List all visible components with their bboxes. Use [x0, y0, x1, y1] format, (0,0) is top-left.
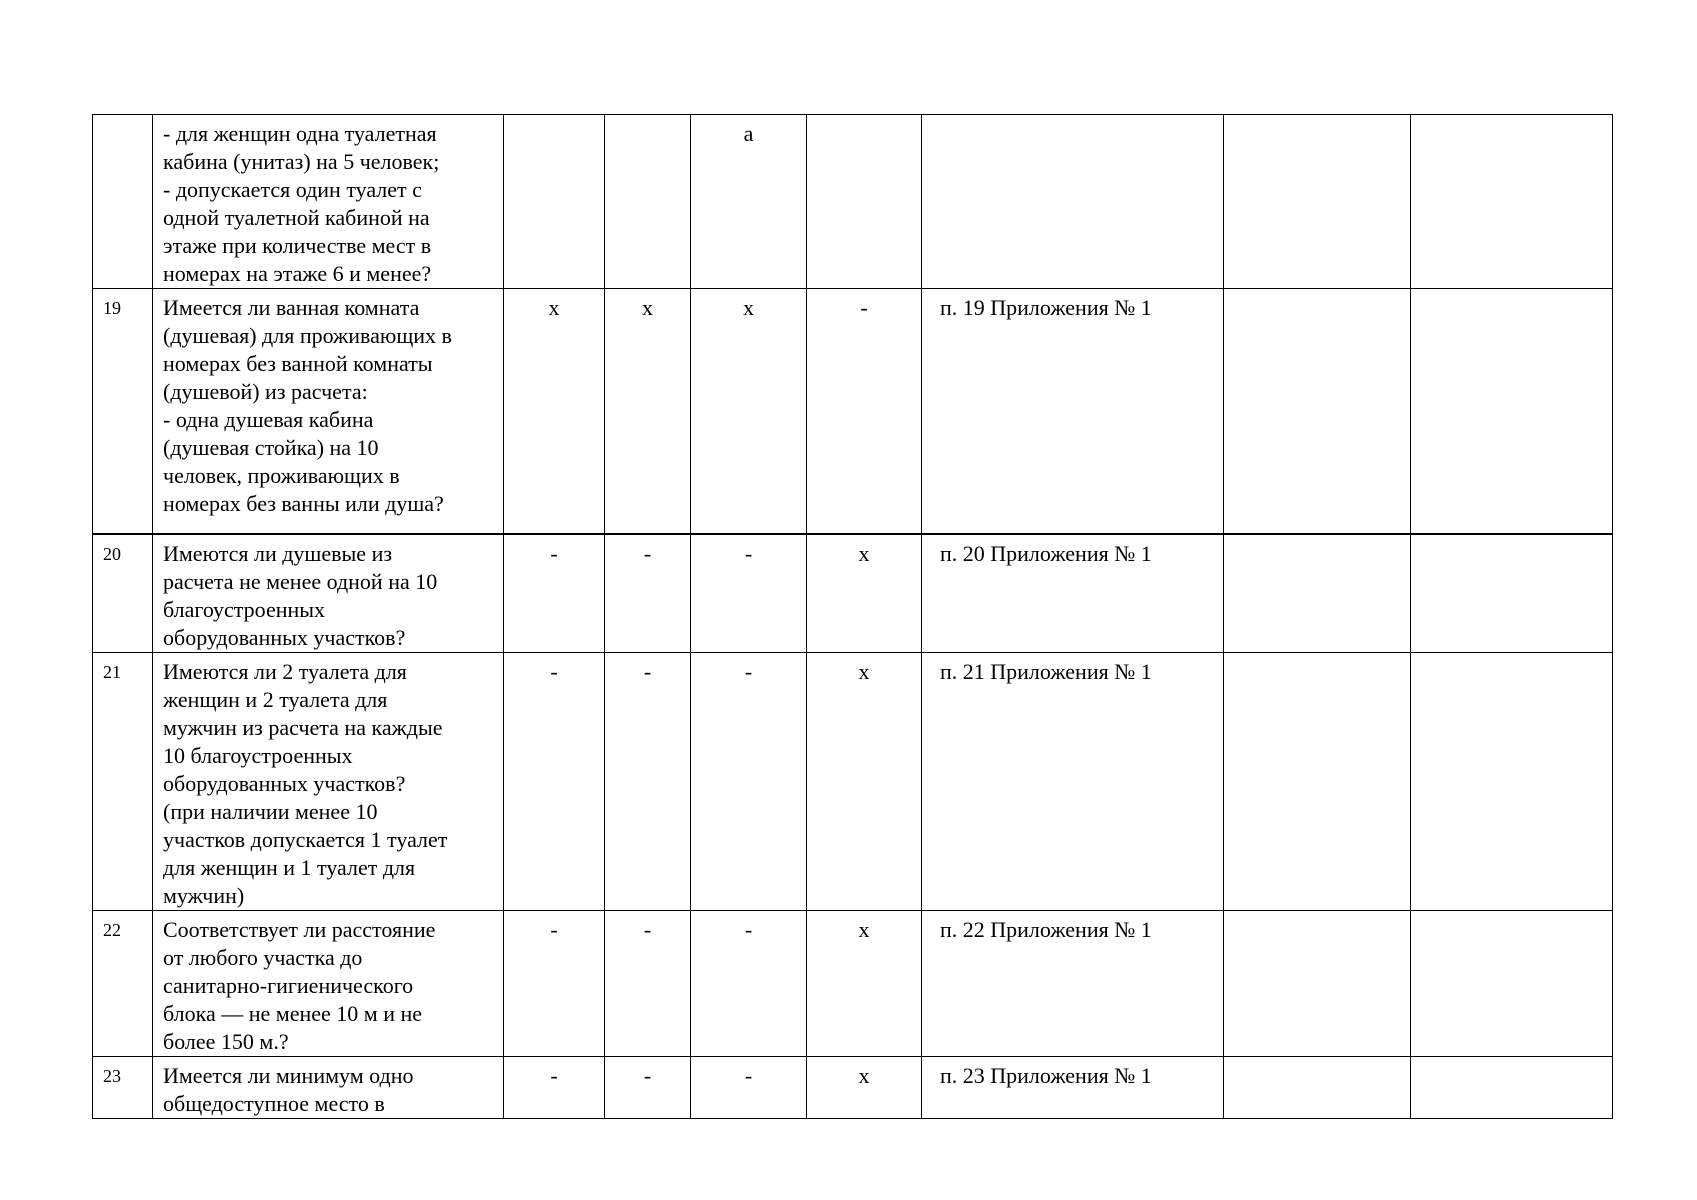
mark-cell-3: [691, 289, 807, 534]
reference-text: п. 20 Приложения № 1: [940, 540, 1152, 566]
mark-4: х: [858, 1062, 870, 1088]
empty-cell-2: [1411, 652, 1613, 910]
row-number-cell: [93, 534, 153, 653]
table-row: [93, 534, 1613, 653]
question-cell: [153, 1056, 504, 1118]
empty-cell-1: [1224, 289, 1411, 534]
mark-cell-2: [605, 289, 691, 534]
mark-cell-4: [807, 910, 922, 1056]
mark-4: х: [858, 540, 870, 566]
mark-cell-2: [605, 652, 691, 910]
mark-2: х: [642, 295, 653, 320]
table-row: [93, 652, 1613, 910]
reference-cell: [922, 115, 1224, 289]
mark-3: -: [744, 1062, 753, 1088]
reference-cell: [922, 652, 1224, 910]
reference-cell: [922, 289, 1224, 534]
mark-3: -: [744, 658, 753, 684]
mark-cell-3: [691, 910, 807, 1056]
question-cell: [153, 115, 504, 289]
mark-3: -: [744, 540, 753, 566]
row-number-cell: [93, 652, 153, 910]
mark-1: -: [550, 1062, 558, 1088]
mark-4: х: [858, 658, 870, 684]
table-row: [93, 1056, 1613, 1118]
question-cell: [153, 289, 504, 534]
empty-cell-2: [1411, 910, 1613, 1056]
row-number-cell: [93, 115, 153, 289]
mark-cell-1: [504, 534, 605, 653]
mark-4: -: [860, 295, 868, 320]
empty-cell-2: [1411, 115, 1613, 289]
mark-cell-1: [504, 910, 605, 1056]
empty-cell-2: [1411, 289, 1613, 534]
empty-cell-1: [1224, 652, 1411, 910]
mark-cell-4: [807, 534, 922, 653]
mark-2: -: [643, 1062, 652, 1088]
reference-text: [922, 115, 1223, 120]
mark-cell-1: [504, 1056, 605, 1118]
mark-4: [807, 115, 921, 120]
mark-cell-2: [605, 115, 691, 289]
question-text: - для женщин одна туалетная кабина (унитаз) на 5 человек; - допускается один туалет с одной туалетной кабиной на этаже при количестве мест в номерах на этаже 6 и менее?: [163, 121, 440, 286]
mark-cell-2: [605, 1056, 691, 1118]
row-number: 19: [103, 298, 121, 318]
mark-cell-2: [605, 534, 691, 653]
mark-cell-2: [605, 910, 691, 1056]
mark-1: х: [548, 295, 560, 320]
question-text: Соответствует ли расстояние от любого участка до санитарно-гигиенического блока — не менее 10 м и не более 150 м.?: [163, 916, 436, 1054]
table-row: [93, 289, 1613, 534]
checklist-table: [92, 114, 1613, 1119]
mark-cell-1: [504, 652, 605, 910]
mark-1: -: [550, 540, 558, 566]
mark-cell-4: [807, 289, 922, 534]
row-number: [103, 115, 152, 120]
reference-text: п. 19 Приложения № 1: [940, 295, 1152, 320]
row-number: 20: [103, 543, 121, 564]
row-number: 21: [103, 661, 121, 682]
mark-4: х: [858, 916, 870, 942]
reference-cell: [922, 910, 1224, 1056]
row-number: 23: [103, 1065, 121, 1086]
mark-1: -: [550, 658, 558, 684]
mark-2: -: [643, 540, 652, 566]
mark-2: -: [643, 658, 652, 684]
empty-cell-2: [1411, 1056, 1613, 1118]
mark-cell-4: [807, 115, 922, 289]
reference-text: п. 23 Приложения № 1: [940, 1062, 1152, 1088]
question-text: Имеется ли ванная комната (душевая) для проживающих в номерах без ванной комнаты (душевой) из расчета: - одна душевая кабина (душевая стойка) на 10 человек, проживающих в номерах без ванны или душа?: [163, 295, 452, 516]
empty-cell-1: [1224, 115, 1411, 289]
mark-cell-4: [807, 1056, 922, 1118]
mark-cell-1: [504, 115, 605, 289]
row-number-cell: [93, 1056, 153, 1118]
reference-cell: [922, 1056, 1224, 1118]
mark-cell-4: [807, 652, 922, 910]
question-text: Имеются ли душевые из расчета не менее одной на 10 благоустроенных оборудованных участков?: [163, 540, 438, 650]
mark-cell-3: [691, 1056, 807, 1118]
question-cell: [153, 652, 504, 910]
mark-cell-3: [691, 534, 807, 653]
mark-cell-3: [691, 115, 807, 289]
empty-cell-2: [1411, 534, 1613, 653]
row-number-cell: [93, 289, 153, 534]
question-cell: [153, 534, 504, 653]
reference-text: п. 21 Приложения № 1: [940, 658, 1152, 684]
mark-3: х: [743, 295, 754, 320]
reference-text: п. 22 Приложения № 1: [940, 916, 1152, 942]
empty-cell-1: [1224, 1056, 1411, 1118]
mark-1: -: [550, 916, 558, 942]
table-row: [93, 910, 1613, 1056]
question-text: Имеется ли минимум одно общедоступное место в: [163, 1062, 414, 1116]
mark-3: -: [744, 916, 753, 942]
mark-2: -: [643, 916, 652, 942]
row-number-cell: [93, 910, 153, 1056]
mark-1: [504, 115, 604, 120]
reference-cell: [922, 534, 1224, 653]
empty-cell-1: [1224, 910, 1411, 1056]
row-number: 22: [103, 919, 121, 940]
table-row: [93, 115, 1613, 289]
mark-3: а: [743, 121, 754, 146]
mark-cell-1: [504, 289, 605, 534]
empty-cell-1: [1224, 534, 1411, 653]
question-cell: [153, 910, 504, 1056]
mark-cell-3: [691, 652, 807, 910]
question-text: Имеются ли 2 туалета для женщин и 2 туалета для мужчин из расчета на каждые 10 благоустроенных оборудованных участков? (при наличии менее 10 участков допускается 1 туалет для женщин и 1 туалет для мужчин): [163, 658, 448, 908]
mark-2: [605, 115, 690, 120]
